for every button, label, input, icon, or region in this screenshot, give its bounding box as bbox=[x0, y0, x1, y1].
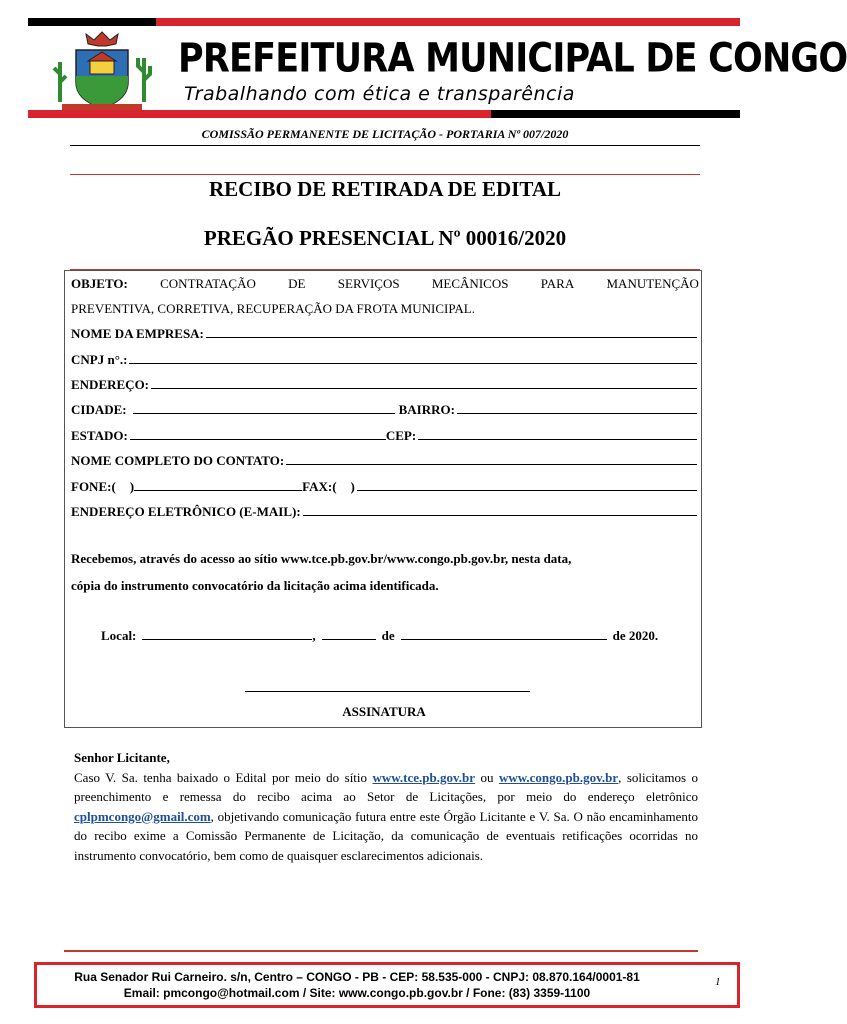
cnpj-label: CNPJ n°.: bbox=[71, 352, 128, 367]
local-comma: , bbox=[312, 628, 316, 643]
local-label: Local: bbox=[101, 628, 137, 643]
tce-link[interactable]: www.tce.pb.gov.br bbox=[372, 769, 476, 785]
objeto-word: DE bbox=[288, 276, 306, 291]
contact-row bbox=[71, 453, 697, 469]
email-row bbox=[71, 504, 697, 520]
document-subtitle: PREGÃO PRESENCIAL Nº 00016/2020 bbox=[203, 226, 567, 250]
email-field[interactable] bbox=[303, 504, 697, 516]
signature-label: ASSINATURA bbox=[342, 704, 426, 719]
banner-title: PREFEITURA MUNICIPAL DE CONGO bbox=[178, 36, 847, 82]
objeto-line-1 bbox=[71, 276, 699, 292]
neighborhood-field[interactable] bbox=[457, 402, 697, 414]
cnpj-row bbox=[71, 352, 697, 368]
email-link[interactable]: cplpmcongo@gmail.com bbox=[74, 808, 211, 824]
city-field[interactable] bbox=[133, 402, 395, 414]
month-field[interactable] bbox=[401, 628, 607, 640]
note-text: Caso V. Sa. tenha baixado o Edital por meio do sítio bbox=[74, 769, 368, 785]
banner-subtitle: Trabalhando com ética e transparência bbox=[184, 83, 575, 105]
local-date-row bbox=[101, 628, 658, 644]
objeto-word: MECÂNICOS bbox=[431, 276, 509, 291]
address-row bbox=[71, 377, 697, 393]
neighborhood-label: BAIRRO: bbox=[398, 402, 455, 417]
email-label: ENDEREÇO ELETRÔNICO (E-MAIL): bbox=[71, 504, 301, 519]
licitante-note bbox=[74, 748, 698, 865]
cnpj-field[interactable] bbox=[129, 352, 697, 364]
city-label: CIDADE: bbox=[71, 402, 127, 417]
note-text: , objetivando comunicação futura entre este Órgão Licitante e V. Sa. O não encaminhamento do recibo exime a Comissão Permanente de Licitação, da comunicação de eventuais retificações ocorridas no instrumento convocatório, bem como de quaisquer esclarecimentos adicionais. bbox=[74, 808, 698, 863]
document-title: RECIBO DE RETIRADA DE EDITAL bbox=[208, 177, 562, 201]
objeto-word: MANUTENÇÃO bbox=[606, 276, 699, 291]
header-banner bbox=[28, 18, 847, 118]
local-field[interactable] bbox=[142, 628, 312, 640]
footer bbox=[34, 962, 740, 1008]
note-text: ou bbox=[480, 769, 494, 785]
objeto-word: CONTRATAÇÃO bbox=[160, 276, 256, 291]
state-row bbox=[71, 428, 697, 444]
footer-address: Rua Senador Rui Carneiro. s/n, Centro – CONGO - PB - CEP: 58.535-000 - CNPJ: 08.870.164/0001-81 bbox=[74, 970, 640, 984]
receipt-form bbox=[64, 270, 702, 728]
phone-label: FONE:( bbox=[71, 479, 116, 494]
objeto-word: PARA bbox=[540, 276, 575, 291]
local-de: de bbox=[381, 628, 395, 643]
receipt-statement-line-1: Recebemos, através do acesso ao sítio www.tce.pb.gov.br/www.congo.pb.gov.br, nesta data, bbox=[71, 551, 572, 566]
company-name-row bbox=[71, 326, 697, 342]
day-field[interactable] bbox=[322, 628, 376, 640]
address-label: ENDEREÇO: bbox=[71, 377, 150, 392]
state-field[interactable] bbox=[130, 428, 386, 440]
objeto-word: SERVIÇOS bbox=[337, 276, 400, 291]
note-text: , solicitamos o preenchimento e remessa do recibo acima ao Setor de Licitações, por meio do endereço eletrônico bbox=[74, 769, 699, 804]
contact-label: NOME COMPLETO DO CONTATO: bbox=[71, 453, 285, 468]
commission-line: COMISSÃO PERMANENTE DE LICITAÇÃO - PORTARIA Nº 007/2020 bbox=[201, 127, 569, 141]
phone-row bbox=[71, 479, 697, 495]
contact-field[interactable] bbox=[286, 453, 697, 465]
cep-field[interactable] bbox=[418, 428, 697, 440]
cep-label: CEP: bbox=[385, 428, 417, 443]
note-heading: Senhor Licitante, bbox=[74, 750, 170, 765]
divider bbox=[64, 950, 698, 952]
objeto-line-2: PREVENTIVA, CORRETIVA, RECUPERAÇÃO DA FROTA MUNICIPAL. bbox=[71, 301, 475, 316]
note-body bbox=[74, 768, 698, 866]
address-field[interactable] bbox=[151, 377, 697, 389]
congo-link[interactable]: www.congo.pb.gov.br bbox=[498, 769, 619, 785]
fax-label: FAX:( bbox=[302, 479, 337, 494]
company-name-field[interactable] bbox=[206, 326, 697, 338]
local-year: de 2020. bbox=[612, 628, 659, 643]
company-name-label: NOME DA EMPRESA: bbox=[71, 326, 204, 341]
footer-contact: Email: pmcongo@hotmail.com / Site: www.congo.pb.gov.br / Fone: (83) 3359-1100 bbox=[123, 986, 591, 1000]
divider bbox=[70, 145, 700, 146]
phone-field[interactable] bbox=[134, 479, 302, 491]
page-number: 1 bbox=[715, 976, 721, 988]
divider bbox=[70, 174, 700, 175]
state-label: ESTADO: bbox=[71, 428, 128, 443]
fax-close: ) bbox=[350, 479, 355, 494]
objeto-label: OBJETO: bbox=[71, 276, 128, 291]
coat-of-arms-icon bbox=[46, 28, 158, 112]
phone-close: ) bbox=[129, 479, 135, 494]
signature-line[interactable] bbox=[245, 691, 530, 692]
receipt-statement-line-2: cópia do instrumento convocatório da licitação acima identificada. bbox=[71, 578, 439, 593]
fax-field[interactable] bbox=[357, 479, 697, 491]
city-row bbox=[71, 402, 697, 418]
banner-top-stripe bbox=[28, 18, 740, 26]
